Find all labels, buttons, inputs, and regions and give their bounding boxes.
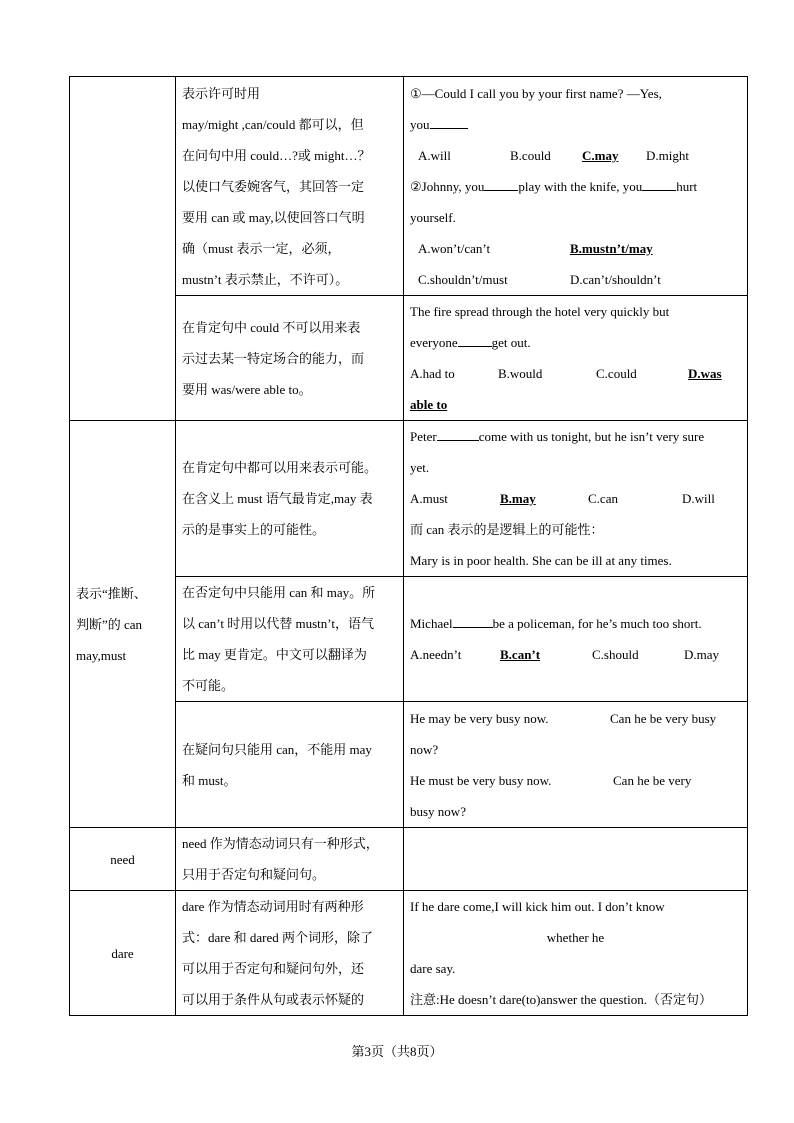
category-cell [70, 77, 176, 421]
category-cell: need [70, 828, 176, 891]
correct-answer: able to [410, 397, 448, 412]
table-row [70, 421, 748, 577]
explanation-cell: dare 作为情态动词用时有两种形 式：dare 和 dared 两个词形，除了 可以用于否定句和疑问句外，还 可以用于条件从句或表示怀疑的 [176, 891, 404, 1016]
explanation-cell: need 作为情态动词只有一种形式， 只用于否定句和疑问句。 [176, 828, 404, 891]
example-cell [404, 77, 748, 296]
grammar-table [69, 76, 748, 1016]
example-cell [404, 828, 748, 891]
explanation-cell: 在疑问句只能用 can，不能用 may 和 must。 [176, 702, 404, 828]
answer-options: A.will B.could C.may D.might [410, 140, 741, 171]
answer-options: A.won’t/can’t B.mustn’t/may [410, 233, 741, 264]
example-line: you [410, 109, 741, 140]
correct-answer: B.may [500, 491, 536, 506]
example-cell: The fire spread through the hotel very quickly but everyone get out. A.had to B.would C.could D.was able to [404, 296, 748, 421]
explanation-cell: 在肯定句中 could 不可以用来表 示过去某一特定场合的能力，而 要用 was/were able to。 [176, 296, 404, 421]
example-cell: Peter come with us tonight, but he isn’t very sure yet. A.must B.may C.can D.will 而 can 表示的是逻辑上的可能性： Mary is in poor health. She can be ill at any times. [404, 421, 748, 577]
correct-answer: D.was [688, 366, 722, 381]
answer-options: C.shouldn’t/must D.can’t/shouldn’t [418, 271, 661, 287]
table-row [70, 77, 748, 296]
correct-answer: C.may [582, 147, 619, 163]
correct-answer: B.mustn’t/may [570, 240, 653, 256]
example-line: yourself. [410, 209, 456, 225]
answer-options: A.had to B.would C.could D.was [410, 358, 741, 389]
category-cell: 表示“推断、 判断”的 can may,must [70, 421, 176, 828]
table-row [70, 891, 748, 1016]
correct-answer: B.can’t [500, 647, 541, 662]
example-cell: He may be very busy now. Can he be very busy now? He must be very busy now. Can he be very busy now? [404, 702, 748, 828]
example-cell: If he dare come,I will kick him out. I don’t know whether he dare say. 注意:He doesn’t dare(to)answer the question.（否定句） [404, 891, 748, 1016]
page-number: 第3页（共8页） [351, 1044, 443, 1059]
explanation-cell: 在肯定句中都可以用来表示可能。 在含义上 must 语气最肯定,may 表 示的是事实上的可能性。 [176, 421, 404, 577]
answer-options: A.needn’t B.can’t C.should D.may [410, 639, 741, 670]
example-line: ②Johnny, you play with the knife, you hurt [410, 171, 741, 202]
example-line: ①—Could I call you by your first name? —Yes, [410, 85, 662, 101]
answer-options: A.must B.may C.can D.will [410, 483, 741, 514]
table-row [70, 828, 748, 891]
example-cell: Michael be a policeman, for he’s much too short. A.needn’t B.can’t C.should D.may [404, 577, 748, 702]
explanation-cell: 表示许可时用 may/might ,can/could 都可以，但 在问句中用 could…?或 might…？ 以使口气委婉客气，其回答一定 要用 can 或 may,以使回答口气明 确（must 表示一定，必须， mustn’t 表示禁止，不许可）。 [176, 77, 404, 296]
category-cell: dare [70, 891, 176, 1016]
explanation-cell: 在否定句中只能用 can 和 may。所 以 can’t 时用以代替 mustn’t，语气 比 may 更肯定。中文可以翻译为 不可能。 [176, 577, 404, 702]
